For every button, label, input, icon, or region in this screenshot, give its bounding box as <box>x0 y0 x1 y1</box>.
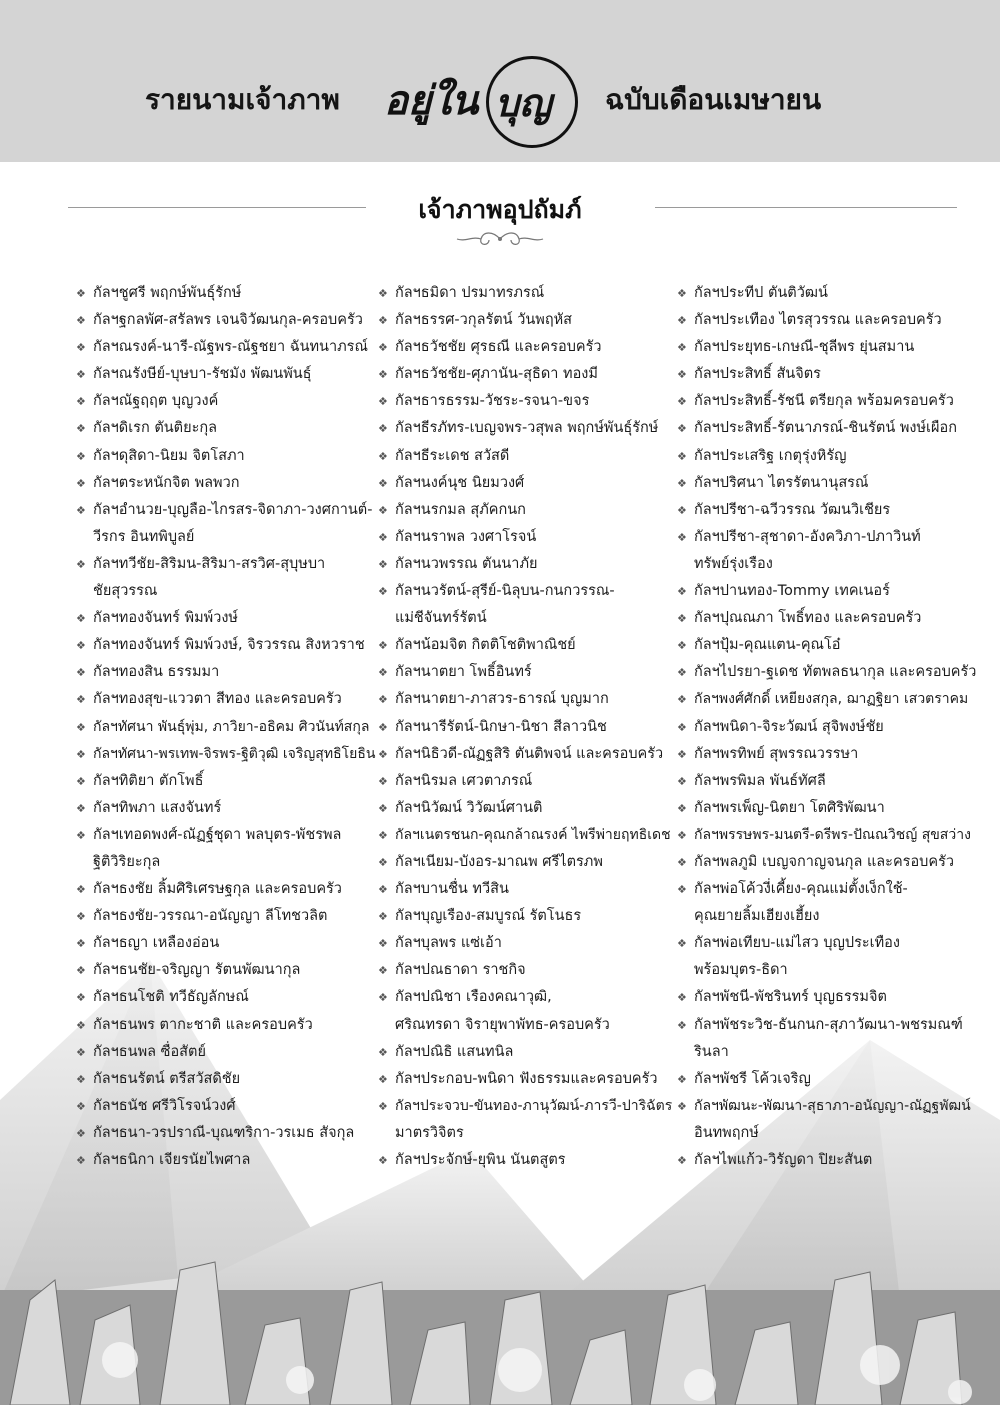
donor-list-item <box>378 334 678 361</box>
diamond-bullet-icon: ❖ <box>677 828 687 842</box>
diamond-bullet-icon: ❖ <box>677 747 687 761</box>
diamond-bullet-icon: ❖ <box>76 1072 86 1086</box>
donor-name: กัลฯธนพล ซื่อสัตย์ <box>93 1043 206 1060</box>
diamond-bullet-icon: ❖ <box>76 1045 86 1059</box>
donor-list-item <box>378 822 678 849</box>
donor-list-item <box>378 659 678 686</box>
donor-list-item-continuation <box>677 957 977 984</box>
diamond-bullet-icon: ❖ <box>76 422 86 436</box>
diamond-bullet-icon: ❖ <box>677 1154 687 1167</box>
donor-name: กัลฯนงค์นุช นิยมวงศ์ <box>395 474 525 491</box>
donor-list-item-continuation <box>378 1012 678 1039</box>
diamond-bullet-icon: ❖ <box>378 530 388 544</box>
donor-name: กัลฯธงชัย ลิ้มศิริเศรษฐกุล และครอบครัว <box>93 881 342 898</box>
donor-name: กัลฯเทอดพงศ์-ณัฏฐ์ชุดา พลบุตร-พัชรพล <box>93 826 342 843</box>
donor-list-item <box>76 443 378 470</box>
diamond-bullet-icon: ❖ <box>677 503 687 517</box>
donor-list-item <box>76 415 378 442</box>
donor-name: กัลฯน้อมจิต กิตติโชติพาณิชย์ <box>395 637 576 654</box>
donor-name: กัลฯพ่อโค้วงี่เคี้ยง-คุณแม่ตั้งเง็กใช้- <box>694 881 908 898</box>
donor-name: กัลฯตระหนักจิต พลพวก <box>93 474 240 491</box>
diamond-bullet-icon: ❖ <box>378 801 388 815</box>
donor-name: กัลฯดิเรก ตันติยะกุล <box>93 420 218 437</box>
donor-list-item <box>76 1147 378 1174</box>
donor-list-item <box>677 334 977 361</box>
diamond-bullet-icon: ❖ <box>677 855 687 869</box>
donor-name: กัลฯณัฐฤฤต บุญวงค์ <box>93 393 219 410</box>
diamond-bullet-icon: ❖ <box>378 883 388 897</box>
diamond-bullet-icon: ❖ <box>76 666 86 680</box>
diamond-bullet-icon: ❖ <box>677 314 687 328</box>
diamond-bullet-icon: ❖ <box>76 1154 86 1167</box>
diamond-bullet-icon: ❖ <box>378 747 388 761</box>
diamond-bullet-icon: ❖ <box>677 1018 687 1032</box>
diamond-bullet-icon: ❖ <box>677 422 687 436</box>
donor-name: กัลฯประจักษ์-ยุพิน นันตสูตร <box>395 1152 566 1168</box>
diamond-bullet-icon: ❖ <box>378 395 388 409</box>
donor-name: กัลฯประเสริฐ เกตุรุ่งหิรัญ <box>694 447 847 464</box>
donor-list-item <box>378 443 678 470</box>
donor-list-item <box>76 795 378 822</box>
donor-list-item <box>378 470 678 497</box>
donor-name: กัลฯธญา เหลืองอ่อน <box>93 935 220 952</box>
diamond-bullet-icon: ❖ <box>378 476 388 490</box>
diamond-bullet-icon: ❖ <box>378 666 388 680</box>
donor-list-item <box>677 470 977 497</box>
donor-list-item <box>76 714 378 741</box>
donor-name: กัลฯทองจันทร์ พิมพ์วงษ์, จิรวรรณ สิงหวราช <box>93 637 365 654</box>
divider-right <box>655 207 957 208</box>
donor-name: กัลฯธนิกา เจียรนัยไพศาล <box>93 1152 251 1168</box>
donor-name: อินทพฤกษ์ <box>694 1124 759 1141</box>
donor-list-item <box>378 415 678 442</box>
donor-name: กัลฯไพแก้ว-วิรัญดา ปิยะสันต <box>694 1152 873 1168</box>
diamond-bullet-icon: ❖ <box>76 801 86 815</box>
diamond-bullet-icon: ❖ <box>378 693 388 707</box>
diamond-bullet-icon: ❖ <box>378 855 388 869</box>
donor-name: มาตรวิจิตร <box>395 1124 464 1141</box>
donor-list-item <box>76 605 378 632</box>
donor-name: ชัยสุวรรณ <box>93 583 158 600</box>
donor-list-item-continuation <box>677 551 977 578</box>
donor-name: กัลฯพัชระวิช-ธันกนก-สุภาวัฒนา-พชรมณฑ์ <box>694 1016 963 1033</box>
donor-list-item <box>76 957 378 984</box>
diamond-bullet-icon: ❖ <box>378 1045 388 1059</box>
donor-name: กัลฯประสิทธิ์-รัชนี ตรียกุล พร้อมครอบครัว <box>694 393 954 410</box>
diamond-bullet-icon: ❖ <box>76 774 86 788</box>
donor-list-item <box>378 1039 678 1066</box>
diamond-bullet-icon: ❖ <box>378 774 388 788</box>
donor-name: กัลฯทัศนา พันธุ์พุ่ม, ภาวิยา-อธิคม ศิวนันท์สกุล <box>93 718 370 735</box>
donor-list-item <box>677 280 977 307</box>
donor-name: ฐิติวิริยะกุล <box>93 853 161 870</box>
diamond-bullet-icon: ❖ <box>378 639 388 653</box>
donor-list-column-2 <box>378 280 678 1174</box>
diamond-bullet-icon: ❖ <box>378 314 388 328</box>
donor-list-item <box>76 307 378 334</box>
donor-name: กัลฯนวพรรณ ตันนาภัย <box>395 555 538 572</box>
diamond-bullet-icon: ❖ <box>677 937 687 951</box>
diamond-bullet-icon: ❖ <box>76 937 86 951</box>
donor-name: กัลฯนาตยา-ภาสวร-ธารณ์ บุญมาก <box>395 691 609 708</box>
diamond-bullet-icon: ❖ <box>677 530 687 544</box>
donor-name: กัลฯพ่อเทียบ-แม่ไสว บุญประเทือง <box>694 935 900 952</box>
donor-list-item <box>378 1147 678 1174</box>
donor-name: กัลฯประสิทธิ์-รัตนาภรณ์-ชินรัตน์ พงษ์เผือก <box>694 420 957 437</box>
donor-list-item <box>378 578 678 605</box>
diamond-bullet-icon: ❖ <box>677 774 687 788</box>
donor-list-item <box>76 280 378 307</box>
donor-list-item <box>677 497 977 524</box>
diamond-bullet-icon: ❖ <box>76 503 86 517</box>
diamond-bullet-icon: ❖ <box>378 720 388 734</box>
donor-name: กัลฯพัชรี โค้วเจริญ <box>694 1070 811 1087</box>
donor-name: กัลฯปุ้ม-คุณแตน-คุณโอ๋ <box>694 637 841 654</box>
diamond-bullet-icon: ❖ <box>677 801 687 815</box>
donor-list-item <box>677 876 977 903</box>
donor-list-item <box>378 551 678 578</box>
donor-list-item <box>378 741 678 768</box>
diamond-bullet-icon: ❖ <box>76 910 86 924</box>
diamond-bullet-icon: ❖ <box>677 395 687 409</box>
donor-name: กัลฯบานชื่น ทวีสิน <box>395 881 509 898</box>
donor-list-item <box>76 903 378 930</box>
donor-name: กัลฯพนิดา-จิระวัฒน์ สุจิพงษ์ชัย <box>694 718 884 735</box>
donor-name: กัลฯปรีชา-ฉวีวรรณ วัฒนวิเชียร <box>694 501 891 518</box>
donor-list-item <box>378 849 678 876</box>
diamond-bullet-icon: ❖ <box>76 720 86 734</box>
diamond-bullet-icon: ❖ <box>378 937 388 951</box>
donor-list-item-continuation <box>677 903 977 930</box>
diamond-bullet-icon: ❖ <box>677 991 687 1005</box>
donor-name: กัลฯทัศนา-พรเทพ-จิรพร-ฐิติวุฒิ เจริญสุทธิโยธิน <box>93 745 376 762</box>
donor-list-column-3 <box>677 280 977 1174</box>
donor-name: กัลฯธนชัย-จริญญา รัตนพัฒนากุล <box>93 962 301 979</box>
section-title: เจ้าภาพอุปถัมภ์ <box>418 195 582 224</box>
donor-name: กัลฯชูศรี พฤกษ์พันธุ์รักษ์ <box>93 285 242 301</box>
donor-list-item <box>378 1093 678 1120</box>
diamond-bullet-icon: ❖ <box>378 449 388 463</box>
donor-name: รินลา <box>694 1043 729 1060</box>
donor-name: กัลฯปริศนา ไตรรัตนานุสรณ์ <box>694 474 869 491</box>
diamond-bullet-icon: ❖ <box>677 883 687 897</box>
diamond-bullet-icon: ❖ <box>76 883 86 897</box>
donor-name: กัลฯปณิธิ แสนทนิล <box>395 1043 514 1060</box>
diamond-bullet-icon: ❖ <box>378 287 388 300</box>
donor-list-item <box>76 1012 378 1039</box>
donor-list-item-continuation <box>378 1120 678 1147</box>
donor-name: กัลฯณรงค์-นารี-ณัฐพร-ณัฐชยา ฉันทนาภรณ์ <box>93 339 368 356</box>
diamond-bullet-icon: ❖ <box>378 1154 388 1167</box>
donor-list-column-1 <box>76 280 378 1174</box>
diamond-bullet-icon: ❖ <box>378 585 388 599</box>
diamond-bullet-icon: ❖ <box>76 991 86 1005</box>
diamond-bullet-icon: ❖ <box>677 666 687 680</box>
donor-name: กัลฯปณธาดา ราชกิจ <box>395 962 526 979</box>
donor-list-item <box>378 686 678 713</box>
diamond-bullet-icon: ❖ <box>76 1126 86 1140</box>
donor-name: กัลฯประจวบ-ขันทอง-ภานุวัฒน์-ภารวี-ปาริฉัตร <box>395 1097 673 1114</box>
donor-name: กัลฯธนา-วรปราณี-บุณฑริกา-วรเมธ สัจกุล <box>93 1124 355 1141</box>
donor-name: กัลฯนิรมล เศวตาภรณ์ <box>395 772 533 789</box>
donor-name: กัลฯนารีรัตน์-นิกษา-นิชา สีลาวนิช <box>395 718 607 735</box>
donor-list-item <box>677 415 977 442</box>
donor-list-item <box>378 903 678 930</box>
diamond-bullet-icon: ❖ <box>378 964 388 978</box>
diamond-bullet-icon: ❖ <box>677 287 687 300</box>
donor-name: กัลฯทวีชัย-สิริมน-สิริมา-สรวิศ-สุบุษบา <box>93 555 326 572</box>
donor-list-item <box>677 1093 977 1120</box>
donor-list-item <box>378 388 678 415</box>
donor-list-item <box>677 361 977 388</box>
diamond-bullet-icon: ❖ <box>76 612 86 626</box>
diamond-bullet-icon: ❖ <box>677 720 687 734</box>
diamond-bullet-icon: ❖ <box>378 828 388 842</box>
donor-list-item <box>378 957 678 984</box>
donor-name: กัลฯธวัชชัย-ศุภานัน-สุธิดา ทองมี <box>395 366 598 383</box>
diamond-bullet-icon: ❖ <box>677 368 687 382</box>
donor-name: กัลฯธนพร ตากะชาติ และครอบครัว <box>93 1016 313 1033</box>
diamond-bullet-icon: ❖ <box>378 1072 388 1086</box>
donor-list-item <box>76 470 378 497</box>
donor-list-item <box>378 876 678 903</box>
donor-list-item <box>76 984 378 1011</box>
donor-list-item <box>76 686 378 713</box>
donor-list-item <box>677 632 977 659</box>
diamond-bullet-icon: ❖ <box>76 287 86 300</box>
diamond-bullet-icon: ❖ <box>76 395 86 409</box>
donor-name: กัลฯธนัช ศรีวิโรจน์วงศ์ <box>93 1097 236 1114</box>
donor-list-item <box>677 578 977 605</box>
donor-name: กัลฯปณิชา เรืองคณาวุฒิ, <box>395 989 552 1006</box>
donor-name: กัลฯพงศ์ศักดิ์ เหยียงสกุล, ฌาฏฐิยา เสวตราคม <box>694 691 969 708</box>
donor-list-item <box>378 497 678 524</box>
diamond-bullet-icon: ❖ <box>76 341 86 355</box>
diamond-bullet-icon: ❖ <box>378 368 388 382</box>
donor-name: กัลฯทองสุข-แววตา สีทอง และครอบครัว <box>93 691 342 708</box>
donor-name: กัลฯณรังษีย์-บุษบา-รัชมัง พัฒนพันธุ์ <box>93 366 312 383</box>
donor-name: กัลฯดุสิดา-นิยม จิตโสภา <box>93 447 245 464</box>
donor-name: กัลฯบุญเรือง-สมบูรณ์ รัตโนธร <box>395 908 582 925</box>
donor-name: กัลฯธีระเดช สวัสดี <box>395 447 510 464</box>
diamond-bullet-icon: ❖ <box>378 910 388 924</box>
donor-name: กัลฯนราพล วงศาโรจน์ <box>395 528 537 545</box>
donor-list-item <box>76 1039 378 1066</box>
donor-list-item <box>378 632 678 659</box>
donor-list-item <box>378 280 678 307</box>
donor-list-item <box>378 930 678 957</box>
donor-list-item <box>76 741 378 768</box>
diamond-bullet-icon: ❖ <box>677 693 687 707</box>
diamond-bullet-icon: ❖ <box>378 557 388 571</box>
donor-list-item <box>677 388 977 415</box>
donor-list-item-continuation <box>677 1039 977 1066</box>
diamond-bullet-icon: ❖ <box>677 585 687 599</box>
donor-list-item <box>677 849 977 876</box>
diamond-bullet-icon: ❖ <box>677 639 687 653</box>
donor-name: กัลฯธนรัตน์ ตรีสวัสดิชัย <box>93 1070 241 1087</box>
diamond-bullet-icon: ❖ <box>76 476 86 490</box>
donor-list-item <box>677 1066 977 1093</box>
donor-list-item <box>76 551 378 578</box>
donor-name: กัลฯทิพภา แสงจันทร์ <box>93 799 222 816</box>
donor-name: กัลฯธรรศ-วกุลรัตน์ วันพฤหัส <box>395 312 573 329</box>
diamond-bullet-icon: ❖ <box>677 476 687 490</box>
diamond-bullet-icon: ❖ <box>378 422 388 436</box>
donor-name: ทรัพย์รุ่งเรือง <box>694 555 773 572</box>
diamond-bullet-icon: ❖ <box>677 1072 687 1086</box>
donor-list-item <box>378 768 678 795</box>
donor-name: กัลฯอำนวย-บุญลือ-ไกรสร-จิดาภา-วงศกานต์- <box>93 501 373 518</box>
donor-list-item <box>677 768 977 795</box>
donor-name: กัลฯพัฒนะ-พัฒนา-สุธาภา-อนัญญา-ณัฏฐพัฒน์ <box>694 1097 971 1114</box>
diamond-bullet-icon: ❖ <box>76 1099 86 1113</box>
donor-list-item-continuation <box>76 524 378 551</box>
donor-name: กัลฯนวรัตน์-สุรีย์-นิลุบน-กนกวรรณ- <box>395 583 615 600</box>
diamond-bullet-icon: ❖ <box>76 693 86 707</box>
header-title-right: ฉบับเดือนเมษายน <box>605 83 822 116</box>
donor-name: กัลฯประทีป ตันติวัฒน์ <box>694 285 828 301</box>
donor-name: กัลฯพรเพ็ญ-นิตยา โตศิริพัฒนา <box>694 799 885 816</box>
donor-name: กัลฯนรกมล สุภัคกนก <box>395 501 526 518</box>
diamond-bullet-icon: ❖ <box>677 1099 687 1113</box>
diamond-bullet-icon: ❖ <box>76 368 86 382</box>
donor-list-item <box>378 307 678 334</box>
donor-name: กัลฯธนโชติ ทวีธัญลักษณ์ <box>93 989 249 1006</box>
donor-list-item <box>378 795 678 822</box>
donor-name: แม่ชีจันทร์รัตน์ <box>395 610 487 627</box>
donor-list-item <box>677 1012 977 1039</box>
donor-list-item <box>76 1120 378 1147</box>
donor-list-item <box>76 659 378 686</box>
donor-name: พร้อมบุตร-ธิดา <box>694 962 788 979</box>
donor-name: กัลฯเนตรชนก-คุณกล้าณรงค์ ไพรีพ่ายฤทธิเดช <box>395 826 671 843</box>
donor-list-item <box>677 307 977 334</box>
donor-name: วีรกร อินทพิบูลย์ <box>93 528 195 545</box>
diamond-bullet-icon: ❖ <box>677 341 687 355</box>
donor-name: กัลฯพลภูมิ เบญจกาญจนกุล และครอบครัว <box>694 853 954 870</box>
donor-name: กัลฯทิติยา ตักโพธิ์ <box>93 772 204 789</box>
header-title-left: รายนามเจ้าภาพ <box>145 83 340 116</box>
diamond-bullet-icon: ❖ <box>76 639 86 653</box>
donor-list-item <box>378 1066 678 1093</box>
donor-list-item <box>76 1093 378 1120</box>
donor-list-item <box>76 334 378 361</box>
donor-list-item <box>76 361 378 388</box>
logo-script-right: บุญ <box>495 80 552 125</box>
donor-list-item <box>378 361 678 388</box>
ornament-flourish <box>455 228 545 250</box>
donor-name: กัลฯธารธรรม-วัชระ-รจนา-ขจร <box>395 393 590 410</box>
logo <box>378 52 603 148</box>
donor-list-item <box>677 930 977 957</box>
donor-list-item <box>677 443 977 470</box>
donor-name: กัลฯพรรษพร-มนตรี-ดรีพร-ปัณณวิชญ์ สุขสว่าง <box>694 826 971 843</box>
donor-name: กัลฯปรีชา-สุชาดา-อังควิภา-ปภาวินท์ <box>694 528 921 545</box>
diamond-bullet-icon: ❖ <box>378 503 388 517</box>
donor-name: กัลฯเนียม-บังอร-มาณพ ศรีไตรภพ <box>395 853 603 870</box>
donor-list-item <box>378 524 678 551</box>
donor-list-item <box>677 795 977 822</box>
donor-list-item <box>76 632 378 659</box>
donor-name: กัลฯธีรภัทร-เบญจพร-วสุพล พฤกษ์พันธุ์รักษ์ <box>395 420 659 437</box>
donor-list-item <box>378 984 678 1011</box>
donor-list-item <box>677 822 977 849</box>
diamond-bullet-icon: ❖ <box>76 557 86 571</box>
donor-name: กัลฯประสิทธิ์ สันจิตร <box>694 366 821 383</box>
donor-name: กัลฯธงชัย-วรรณา-อนัญญา ลีโทชวลิต <box>93 908 328 925</box>
donor-name: กัลฯนาตยา โพธิ์อินทร์ <box>395 664 532 681</box>
donor-name: กัลฯปุณณภา โพธิ์ทอง และครอบครัว <box>694 610 922 627</box>
diamond-bullet-icon: ❖ <box>76 314 86 328</box>
donor-list-item <box>677 984 977 1011</box>
diamond-bullet-icon: ❖ <box>378 991 388 1005</box>
donor-name: กัลฯปานทอง-Tommy เทคเนอร์ <box>694 583 890 600</box>
donor-name: กัลฯประยุทธ-เกษณี-ชุลีพร ยุ่นสมาน <box>694 339 915 356</box>
donor-list-item <box>76 876 378 903</box>
donor-list-item <box>677 686 977 713</box>
donor-list-item <box>76 1066 378 1093</box>
donor-list-item <box>76 497 378 524</box>
donor-name: กัลฯพรทิพย์ สุพรรณวรรษา <box>694 745 859 762</box>
donor-name: กัลฯพัชนี-พัชรินทร์ บุญธรรมจิต <box>694 989 887 1006</box>
donor-list-item <box>677 659 977 686</box>
donor-list-item <box>76 388 378 415</box>
diamond-bullet-icon: ❖ <box>76 964 86 978</box>
donor-list-item-continuation <box>677 1120 977 1147</box>
donor-name: กัลฯนิธิวดี-ณัฏฐสิริ ตันติพจน์ และครอบครัว <box>395 745 664 762</box>
diamond-bullet-icon: ❖ <box>378 341 388 355</box>
donor-list-item <box>76 768 378 795</box>
logo-script-left: อยู่ใน <box>384 77 479 124</box>
donor-list-item <box>378 714 678 741</box>
donor-name: กัลฯบุลพร แซ่เอ้า <box>395 935 502 952</box>
donor-list-item-continuation <box>76 578 378 605</box>
donor-name: กัลฯไปรยา-ฐเดช ทัตพลธนากุล และครอบครัว <box>694 664 977 681</box>
donor-list-item <box>677 714 977 741</box>
donor-list-item-continuation <box>76 849 378 876</box>
donor-list-item-continuation <box>378 605 678 632</box>
donor-name: กัลฯประกอบ-พนิดา ฟังธรรมและครอบครัว <box>395 1070 658 1087</box>
donor-name: กัลฯนิวัฒน์ วิวัฒน์ศานติ <box>395 799 543 816</box>
donor-list-item <box>677 605 977 632</box>
diamond-bullet-icon: ❖ <box>76 449 86 463</box>
diamond-bullet-icon: ❖ <box>677 612 687 626</box>
diamond-bullet-icon: ❖ <box>76 747 86 761</box>
donor-list-item <box>76 930 378 957</box>
donor-name: กัลฯทองสิน ธรรมมา <box>93 664 220 681</box>
donor-name: กัลฯทองจันทร์ พิมพ์วงษ์ <box>93 610 238 627</box>
diamond-bullet-icon: ❖ <box>677 449 687 463</box>
diamond-bullet-icon: ❖ <box>76 828 86 842</box>
donor-name: กัลฯฐกลพัศ-สรัลพร เจนจิวัฒนกุล-ครอบครัว <box>93 312 363 329</box>
donor-name: กัลฯประเทือง ไตรสุวรรณ และครอบครัว <box>694 312 942 329</box>
donor-name: กัลฯธมิดา ปรมาทรภรณ์ <box>395 285 545 301</box>
donor-name: ศริณทรดา จิรายุพาพัทธ-ครอบครัว <box>395 1016 610 1033</box>
donor-list-item <box>677 1147 977 1174</box>
donor-list-item <box>677 741 977 768</box>
donor-name: กัลฯพรพิมล พันธ์ทัศลี <box>694 772 826 789</box>
diamond-bullet-icon: ❖ <box>76 1018 86 1032</box>
diamond-bullet-icon: ❖ <box>378 1099 388 1113</box>
donor-list-item <box>76 822 378 849</box>
donor-name: คุณยายลิ้มเฮียงเฮี้ยง <box>694 908 820 925</box>
donor-list-item <box>677 524 977 551</box>
donor-name: กัลฯธวัชชัย ศุรธณี และครอบครัว <box>395 339 602 356</box>
